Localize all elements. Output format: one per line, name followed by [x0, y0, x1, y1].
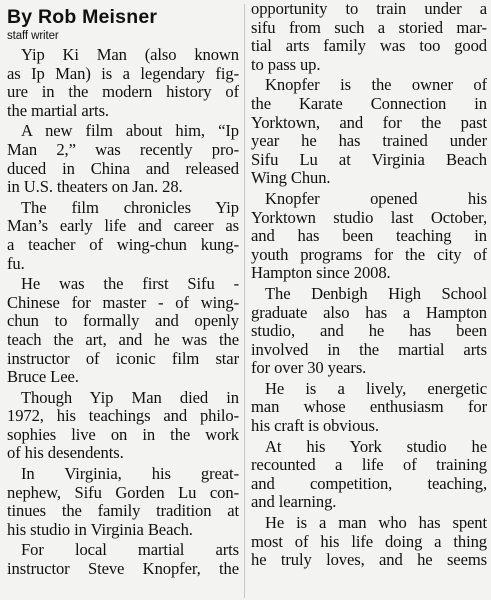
article-paragraph [251, 380, 487, 436]
article-line: the martial arts. [7, 101, 109, 120]
article-paragraph [7, 275, 239, 387]
article-line: most of his life doing a thing [251, 532, 487, 551]
article-paragraph [251, 0, 487, 74]
article-line: At his York studio he [265, 437, 487, 456]
article-line: In Virginia, his great- [21, 465, 239, 484]
article-line: his studio in Virginia Beach. [7, 520, 193, 539]
article-line: a teacher of wing-chun kung- [7, 235, 239, 254]
article-line: year he has trained under [251, 132, 487, 151]
article-paragraph [7, 46, 239, 120]
article-line: Man’s early life and career as [7, 217, 239, 236]
article-line: fu. [7, 254, 25, 273]
article-line: Yip Ki Man (also known [21, 46, 239, 64]
article-line: 1972, his teachings and philo- [7, 407, 239, 426]
article-line: the Karate Connection in [251, 94, 487, 113]
article-line: youth programs for the city of [251, 245, 487, 264]
article-line: The Denbigh High School [265, 284, 487, 303]
article-paragraph [251, 285, 487, 378]
article-paragraph [7, 541, 239, 578]
article-line: Yorktown, and for the past [251, 113, 487, 132]
article-line: duced in China and released [7, 159, 239, 178]
article-line: Knopfer opened his [265, 189, 487, 208]
article-line: in U.S. theaters on Jan. 28. [7, 178, 183, 197]
column-divider [244, 4, 245, 598]
article-line: Yorktown studio last October, [251, 208, 487, 227]
article-paragraph [7, 465, 239, 539]
article-line: studio, and he has been [251, 322, 487, 341]
article-line: Man 2,” was recently pro- [7, 140, 239, 159]
article-line: chun to formally and openly [7, 312, 239, 331]
article-line: to pass up. [251, 55, 321, 74]
article-line: sifu from such a storied mar- [251, 18, 487, 37]
article-line: of his desendents. [7, 444, 124, 463]
article-line: ure in the modern history of [7, 83, 239, 102]
article-line: Though Yip Man died in [21, 388, 239, 407]
article-line: he truly loves, and he seems [251, 551, 487, 570]
article-line: man whose enthusiasm for [251, 398, 487, 417]
article-line: opportunity to train under a [251, 0, 487, 18]
article-paragraph [251, 438, 487, 512]
article-line: involved in the martial arts [251, 340, 487, 359]
article-paragraph [7, 199, 239, 273]
article-paragraph [251, 76, 487, 188]
byline: By Rob Meisner [7, 6, 158, 28]
author-role: staff writer [7, 30, 59, 42]
article-line: tial arts family was too good [251, 37, 487, 56]
article-line: recounted a life of training [251, 456, 487, 475]
article-line: He was the first Sifu - [21, 275, 239, 294]
article-line: Chinese for master - of wing- [7, 293, 239, 312]
article-line: Sifu Lu at Virginia Beach [251, 150, 487, 169]
article-line: Hampton since 2008. [251, 264, 391, 283]
article-line: tinues the family tradition at [7, 502, 239, 521]
article-paragraph [251, 514, 487, 570]
article-line: A new film about him, “Ip [21, 122, 239, 141]
article-line: and has been teaching in [251, 227, 487, 246]
article-line: teach the art, and he was the [7, 330, 239, 349]
article-line: as Ip Man) is a legendary fig- [7, 64, 239, 83]
article-line: Wing Chun. [251, 169, 331, 188]
article-line: sophies live on in the work [7, 425, 239, 444]
article-line: He is a lively, energetic [265, 379, 487, 398]
article-paragraph [7, 389, 239, 463]
article-line: For local martial arts [21, 541, 239, 560]
article-line: graduate also has a Hampton [251, 303, 487, 322]
article-line: and learning. [251, 493, 337, 512]
article-line: Bruce Lee. [7, 368, 79, 387]
article-line: his craft is obvious. [251, 417, 379, 436]
article-line: He is a man who has spent [265, 514, 487, 533]
article-line: instructor of iconic film star [7, 349, 239, 368]
article-line: instructor Steve Knopfer, the [7, 560, 239, 579]
article-paragraph [7, 122, 239, 196]
article-column-right [251, 0, 487, 572]
article-line: and competition, teaching, [251, 474, 487, 493]
article-column-left [7, 0, 239, 581]
article-line: nephew, Sifu Gorden Lu con- [7, 483, 239, 502]
article-line: The film chronicles Yip [21, 198, 239, 217]
article-line: for over 30 years. [251, 359, 367, 378]
article-paragraph [251, 190, 487, 283]
article-line: Knopfer is the owner of [265, 76, 487, 95]
